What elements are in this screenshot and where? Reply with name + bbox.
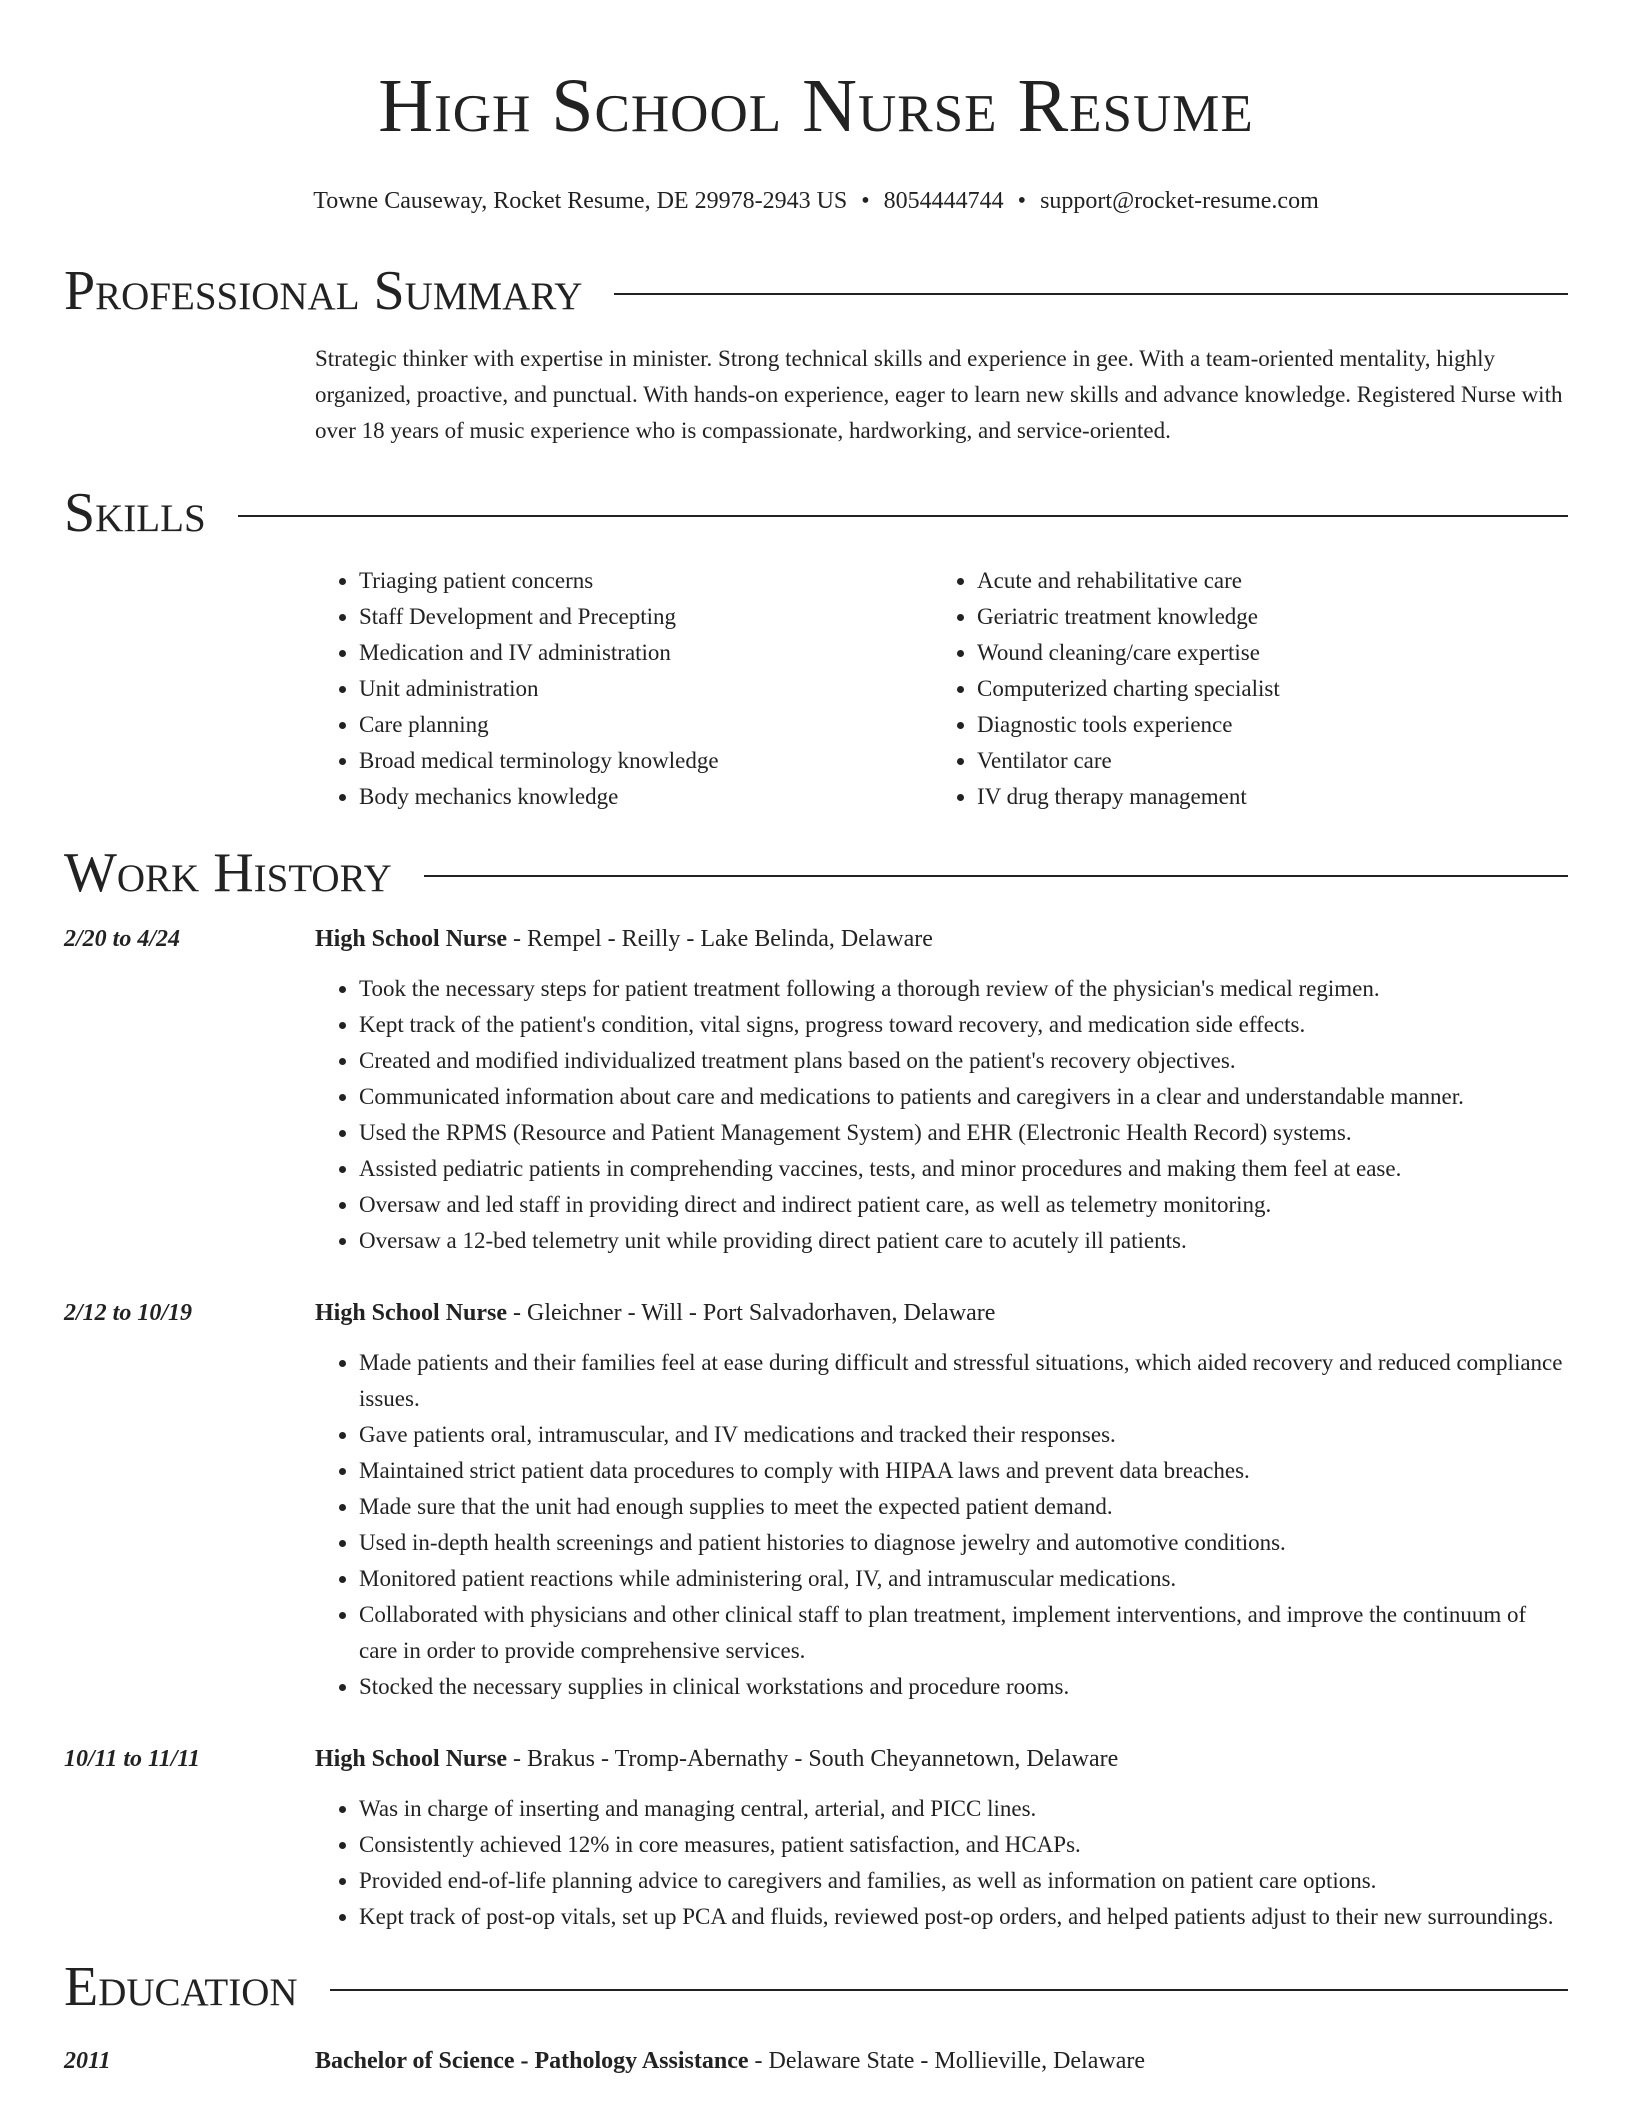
section-heading-skills: [64, 482, 1568, 544]
skill-item: • Computerized charting specialist: [977, 671, 1568, 707]
skill-item: • Broad medical terminology knowledge: [359, 743, 950, 779]
contact-separator: •: [861, 188, 870, 214]
job-bullet: • Made patients and their families feel at ease during difficult and stressful situations, which aided recovery and reduced compliance issues.: [359, 1345, 1568, 1417]
education-school: - Delaware State - Mollieville, Delaware: [748, 2048, 1146, 2074]
job-employer: - Gleichner - Will - Port Salvadorhaven, Delaware: [507, 1300, 996, 1326]
skill-item: • Medication and IV administration: [359, 635, 950, 671]
skill-item: • Body mechanics knowledge: [359, 779, 950, 815]
job-dates: 10/11 to 11/11: [64, 1746, 201, 1772]
job-bullet: • Oversaw and led staff in providing direct and indirect patient care, as well as telemetry monitoring.: [359, 1187, 1568, 1223]
job-bullet: • Created and modified individualized treatment plans based on the patient's recovery objectives.: [359, 1043, 1568, 1079]
job-entry: [64, 1295, 1568, 1705]
job-bullet: • Consistently achieved 12% in core measures, patient satisfaction, and HCAPs.: [359, 1827, 1568, 1863]
resume-title: High School Nurse Resume: [378, 64, 1254, 148]
job-body: [315, 1295, 1568, 1705]
job-bullets: [315, 1791, 1568, 1935]
skill-item: • Care planning: [359, 707, 950, 743]
section-title: Education: [64, 1956, 298, 2018]
education-dates: 2011: [64, 2048, 111, 2074]
job-entry: [64, 1741, 1568, 1935]
job-body: [315, 1741, 1568, 1935]
contact-address: Towne Causeway, Rocket Resume, DE 29978-2943 US: [313, 188, 848, 214]
job-bullet: • Took the necessary steps for patient treatment following a thorough review of the physician's medical regimen.: [359, 971, 1568, 1007]
section-heading-summary: [64, 260, 1568, 322]
job-title: High School Nurse: [315, 1300, 508, 1326]
skills-column-right: [950, 563, 1568, 815]
job-heading: [315, 1295, 1568, 1331]
section-rule: [424, 875, 1568, 877]
skill-item: • Acute and rehabilitative care: [977, 563, 1568, 599]
section-rule: [238, 515, 1568, 517]
job-body: [315, 921, 1568, 1259]
job-bullet: • Kept track of post-op vitals, set up PCA and fluids, reviewed post-op orders, and helped patients adjust to their new surroundings.: [359, 1899, 1568, 1935]
job-bullet: • Collaborated with physicians and other clinical staff to plan treatment, implement interventions, and improve the continuum of care in order to provide comprehensive services.: [359, 1597, 1568, 1669]
education-degree: Bachelor of Science - Pathology Assistance: [315, 2048, 749, 2074]
skill-item: • Staff Development and Precepting: [359, 599, 950, 635]
job-entry: [64, 921, 1568, 1259]
section-title: Work History: [64, 842, 392, 904]
contact-email: support@rocket-resume.com: [1040, 188, 1319, 214]
skill-item: • Diagnostic tools experience: [977, 707, 1568, 743]
contact-phone: 8054444744: [883, 188, 1004, 214]
job-bullet: • Oversaw a 12-bed telemetry unit while providing direct patient care to acutely ill patients.: [359, 1223, 1568, 1259]
job-title: High School Nurse: [315, 1746, 508, 1772]
skills-column-left: [315, 563, 950, 815]
skill-item: • Unit administration: [359, 671, 950, 707]
skill-item: • Ventilator care: [977, 743, 1568, 779]
skills-grid: [315, 563, 1568, 815]
job-bullet: • Gave patients oral, intramuscular, and IV medications and tracked their responses.: [359, 1417, 1568, 1453]
job-bullet: • Used in-depth health screenings and patient histories to diagnose jewelry and automotive conditions.: [359, 1525, 1568, 1561]
job-bullet: • Made sure that the unit had enough supplies to meet the expected patient demand.: [359, 1489, 1568, 1525]
job-bullet: • Monitored patient reactions while administering oral, IV, and intramuscular medications.: [359, 1561, 1568, 1597]
job-heading: [315, 1741, 1568, 1777]
skill-item: • Geriatric treatment knowledge: [977, 599, 1568, 635]
education-entry: [64, 2043, 1568, 2079]
job-bullets: [315, 971, 1568, 1259]
section-heading-work: [64, 842, 1568, 904]
section-rule: [330, 1989, 1568, 1991]
job-dates: 2/20 to 4/24: [64, 926, 181, 952]
section-rule: [614, 293, 1568, 295]
job-heading: [315, 921, 1568, 957]
job-bullet: • Kept track of the patient's condition, vital signs, progress toward recovery, and medication side effects.: [359, 1007, 1568, 1043]
section-title: Skills: [64, 482, 206, 544]
resume-page: [64, 0, 1568, 2079]
section-title: Professional Summary: [64, 260, 583, 322]
summary-text: Strategic thinker with expertise in minister. Strong technical skills and experience in gee. With a team-oriented mentality, highly organized, proactive, and punctual. With hands-on experience, eager to learn new skills and advance knowledge. Registered Nurse with over 18 years of music experience who is compassionate, hardworking, and service-oriented.: [315, 346, 1563, 443]
contact-separator: •: [1017, 188, 1027, 214]
job-bullet: • Provided end-of-life planning advice to caregivers and families, as well as information on patient care options.: [359, 1863, 1568, 1899]
education-body: [315, 2043, 1568, 2079]
job-employer: - Rempel - Reilly - Lake Belinda, Delaware: [507, 926, 933, 952]
skill-item: • IV drug therapy management: [977, 779, 1568, 815]
section-heading-education: [64, 1956, 1568, 2018]
job-dates: 2/12 to 10/19: [64, 1300, 193, 1326]
job-bullet: • Used the RPMS (Resource and Patient Management System) and EHR (Electronic Health Record) systems.: [359, 1115, 1568, 1151]
job-bullet: • Stocked the necessary supplies in clinical workstations and procedure rooms.: [359, 1669, 1568, 1705]
job-title: High School Nurse: [315, 926, 508, 952]
skill-item: • Triaging patient concerns: [359, 563, 950, 599]
contact-line: [64, 188, 1568, 215]
job-bullet: • Maintained strict patient data procedures to comply with HIPAA laws and prevent data breaches.: [359, 1453, 1568, 1489]
job-bullets: [315, 1345, 1568, 1705]
job-employer: - Brakus - Tromp-Abernathy - South Cheyannetown, Delaware: [507, 1746, 1119, 1772]
skill-item: • Wound cleaning/care expertise: [977, 635, 1568, 671]
education-heading: [315, 2043, 1568, 2079]
job-bullet: • Was in charge of inserting and managing central, arterial, and PICC lines.: [359, 1791, 1568, 1827]
job-bullet: • Communicated information about care and medications to patients and caregivers in a clear and understandable manner.: [359, 1079, 1568, 1115]
job-bullet: • Assisted pediatric patients in comprehending vaccines, tests, and minor procedures and making them feel at ease.: [359, 1151, 1568, 1187]
